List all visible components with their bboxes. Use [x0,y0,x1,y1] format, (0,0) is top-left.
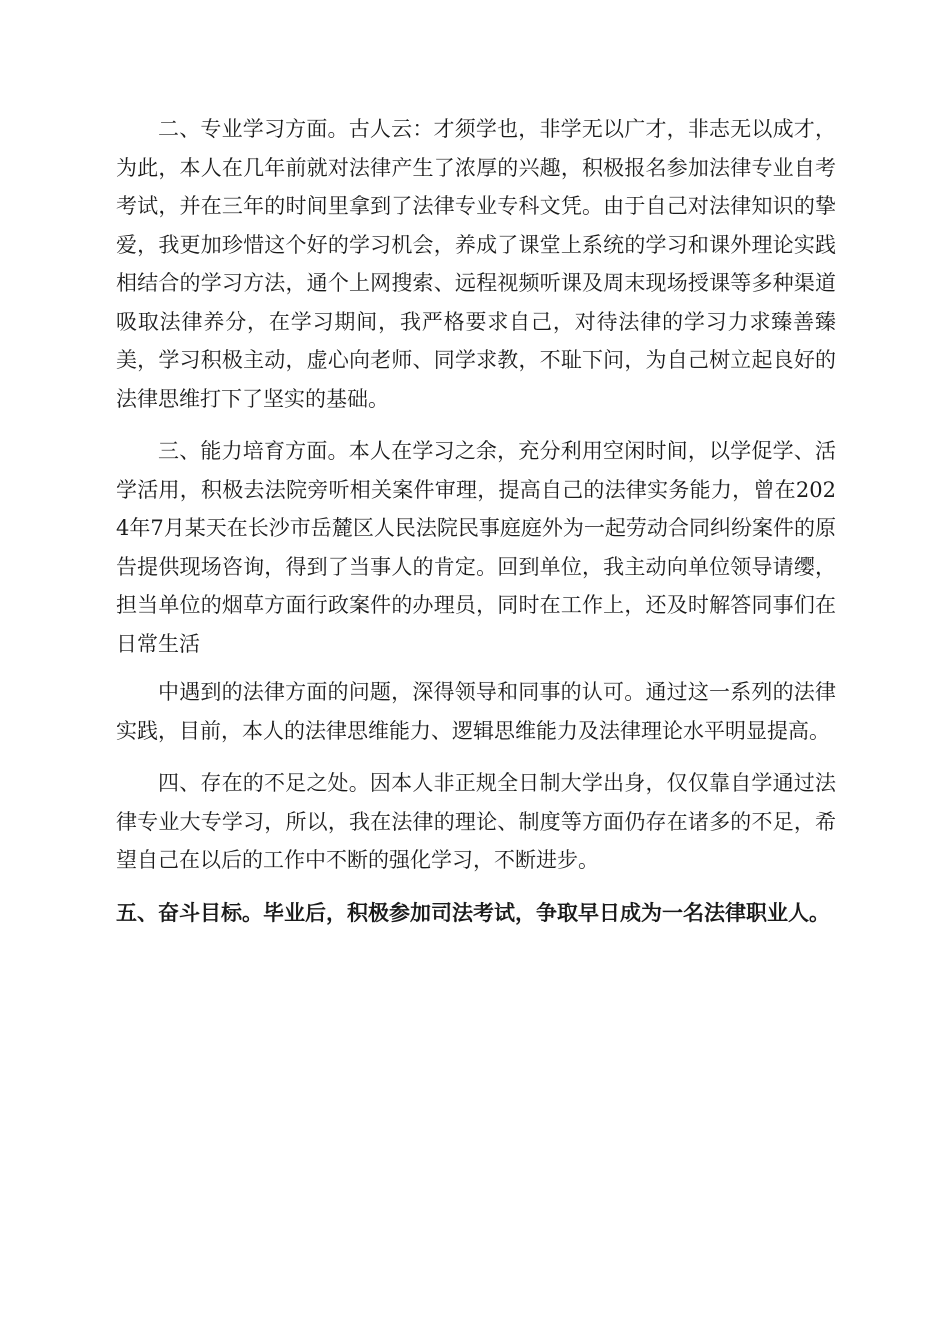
paragraph-goals: 五、奋斗目标。毕业后，积极参加司法考试，争取早日成为一名法律职业人。 [116,900,830,925]
paragraph-shortcomings: 四、存在的不足之处。因本人非正规全日制大学出身，仅仅靠自学通过法律专业大专学习，所以，我在法律的理论、制度等方面仍存在诸多的不足，希望自己在以后的工作中不断的强化学习，不断进步。 [116,771,836,872]
paragraph-ability-cultivation: 三、能力培育方面。本人在学习之余，充分利用空闲时间，以学促学、活学活用，积极去法院旁听相关案件审理，提高自己的法律实务能力，曾在2024年7月某天在长沙市岳麓区人民法院民事庭庭外为一起劳动合同纠纷案件的原告提供现场咨询，得到了当事人的肯定。回到单位，我主动向单位领导请缨，担当单位的烟草方面行政案件的办理员，同时在工作上，还及时解答同事们在日常生活 [116,439,836,656]
document-body [116,110,836,946]
paragraph-ability-continued: 中遇到的法律方面的问题，深得领导和同事的认可。通过这一系列的法律实践，目前，本人的法律思维能力、逻辑思维能力及法律理论水平明显提高。 [116,680,836,743]
paragraph-professional-study: 二、专业学习方面。古人云：才须学也，非学无以广才，非志无以成才，为此，本人在几年前就对法律产生了浓厚的兴趣，积极报名参加法律专业自考考试，并在三年的时间里拿到了法律专业专科文凭。由于自己对法律知识的挚爱，我更加珍惜这个好的学习机会，养成了课堂上系统的学习和课外理论实践相结合的学习方法，通个上网搜索、远程视频听课及周末现场授课等多种渠道吸取法律养分，在学习期间，我严格要求自己，对待法律的学习力求臻善臻美，学习积极主动，虚心向老师、同学求教，不耻下问，为自己树立起良好的法律思维打下了坚实的基础。 [116,117,836,411]
